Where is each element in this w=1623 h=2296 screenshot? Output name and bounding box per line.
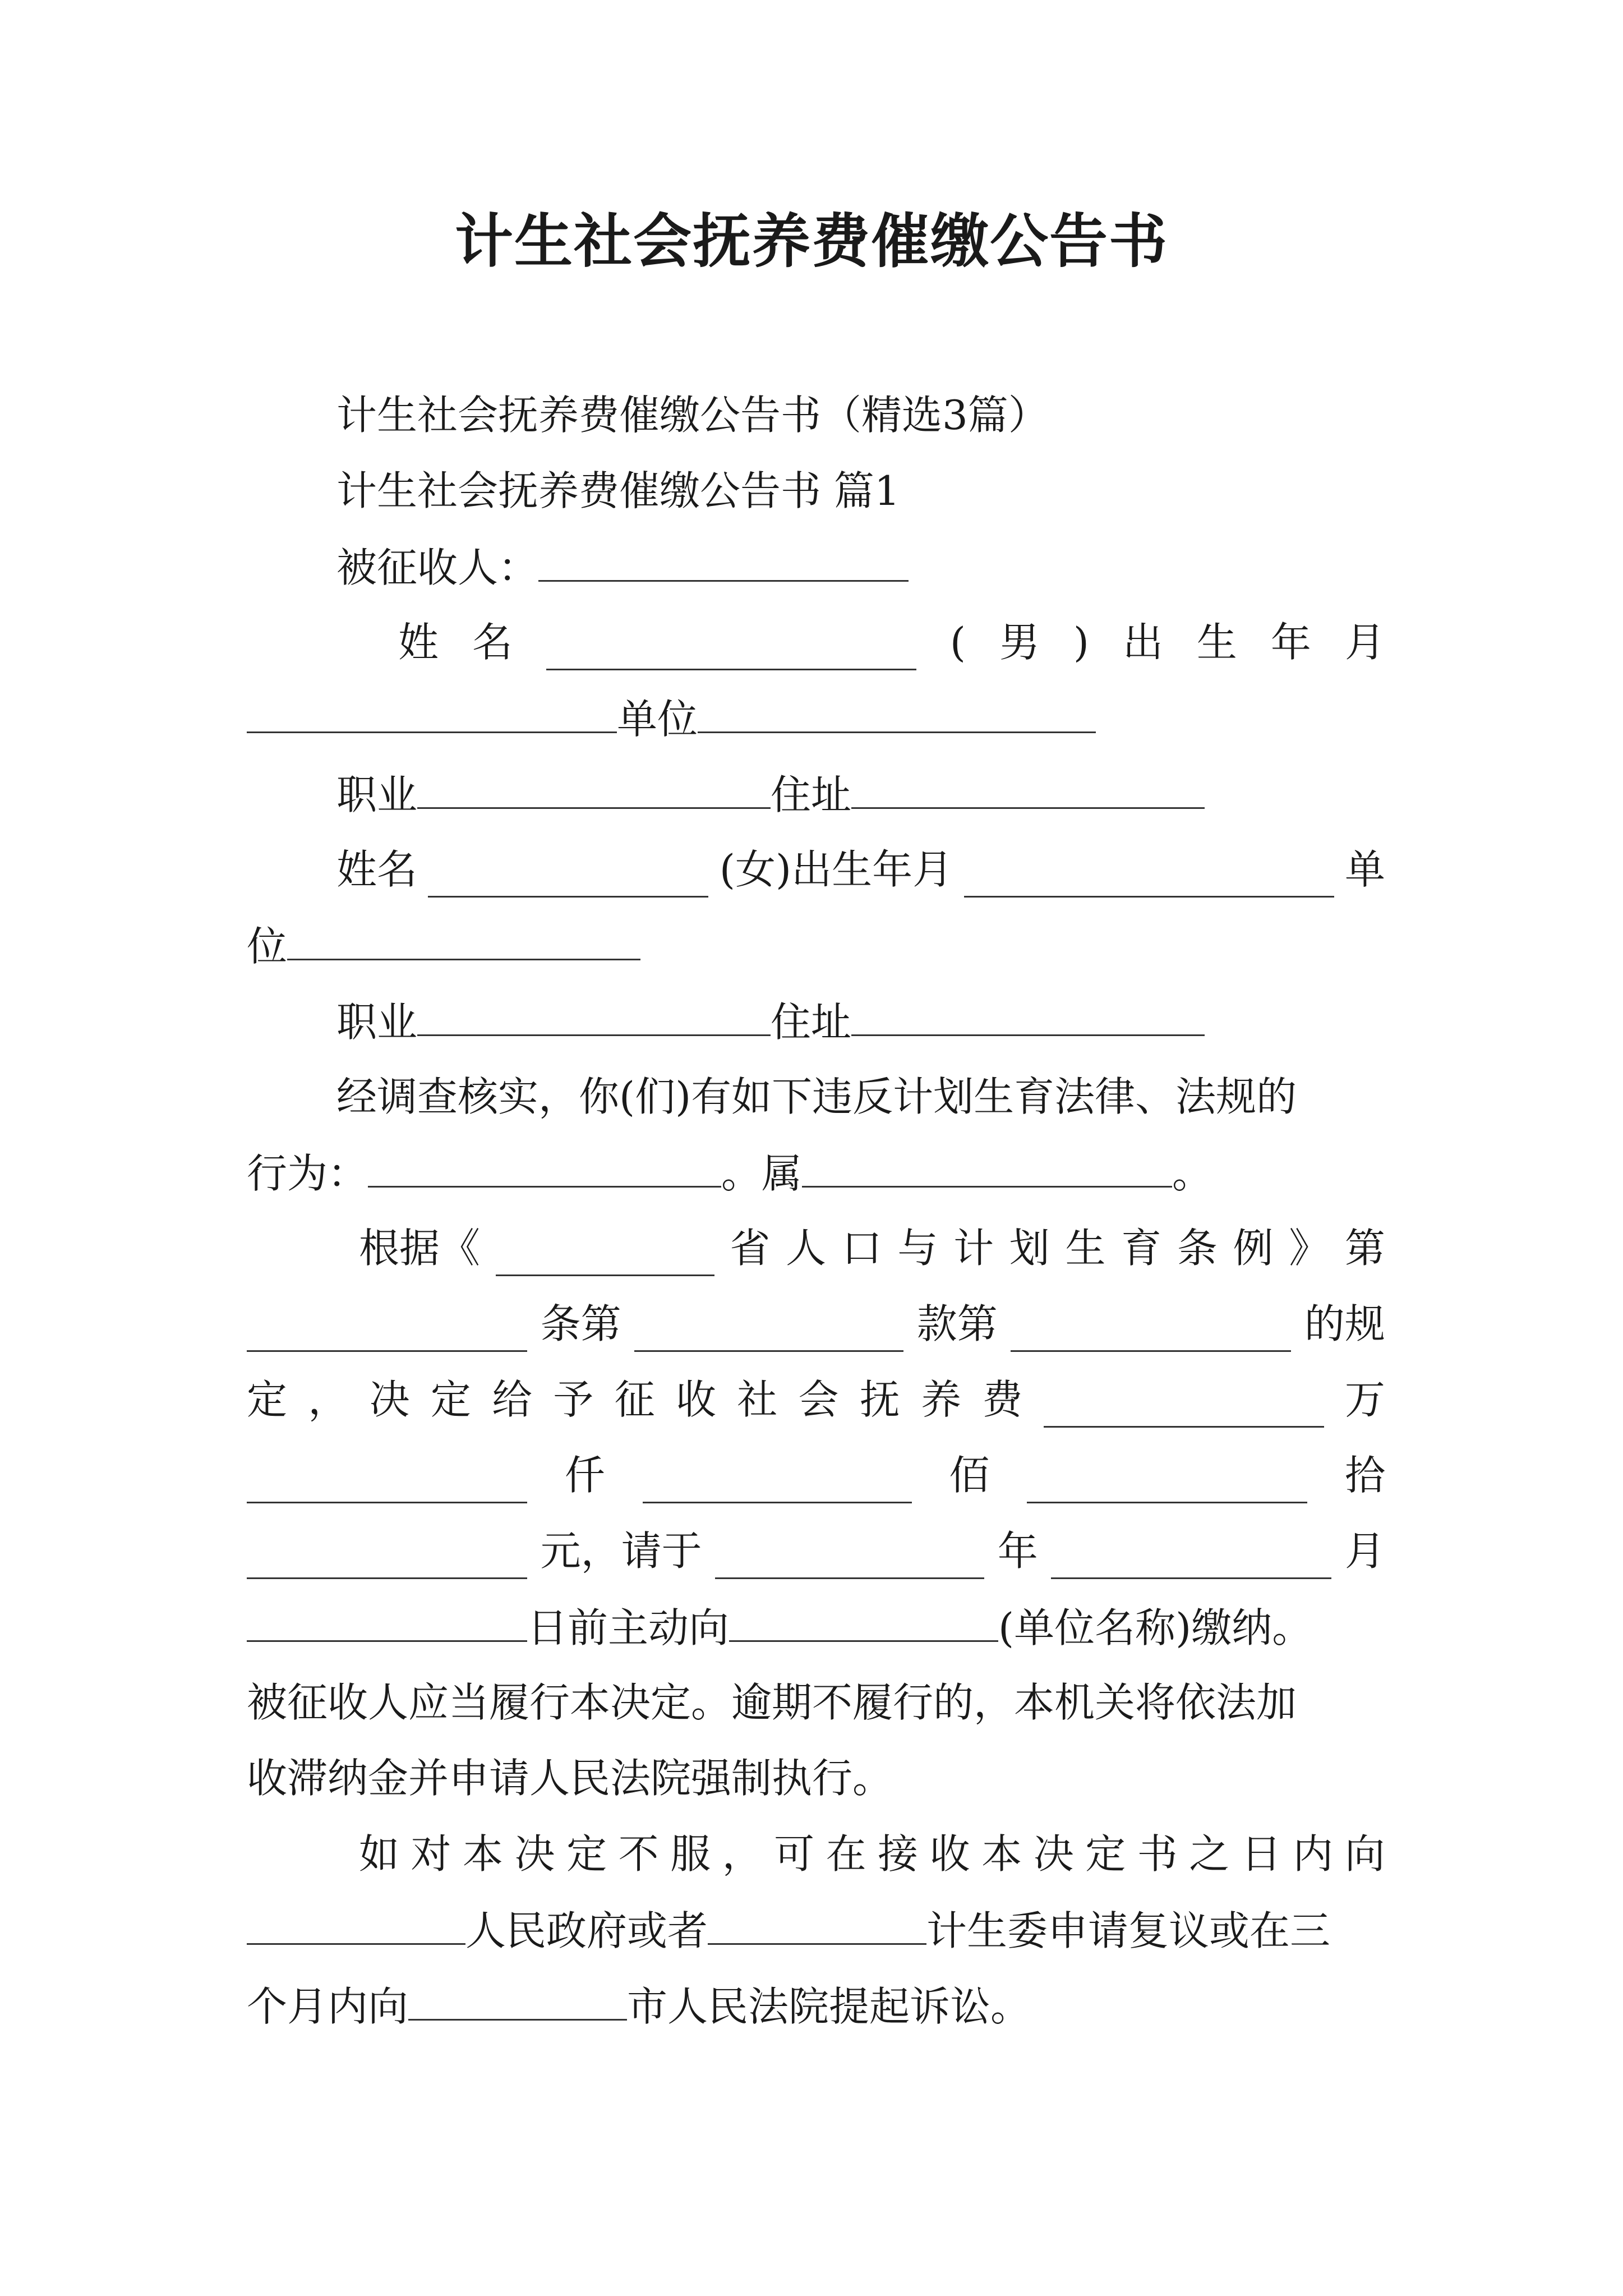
appeal-commission-label: 计生委申请复议或在三 (926, 1907, 1331, 1954)
decision-char: 定 (430, 1376, 471, 1423)
male-birth-blank (247, 690, 617, 733)
decision-char: 收 (675, 1376, 716, 1423)
basis-char: 条 (1177, 1225, 1218, 1272)
basis-char: 省 (730, 1225, 771, 1272)
appeal-char: 定 (1085, 1830, 1126, 1878)
basis-article-label: 条第 (540, 1300, 621, 1347)
deadline-month-label: 月 (1344, 1527, 1385, 1575)
decision-char: 予 (553, 1376, 594, 1423)
female-unit-line (247, 917, 1385, 974)
female-birth-blank (964, 854, 1334, 898)
deadline-day-blank (247, 1599, 527, 1642)
male-name-char: 姓 (398, 619, 439, 666)
appeal-line-2 (247, 1902, 1385, 1959)
basis-char: 计 (953, 1225, 994, 1272)
basis-open: 根据《 (359, 1225, 481, 1272)
amount-shi-label: 拾 (1344, 1452, 1385, 1499)
male-gender-char: ( (949, 619, 966, 666)
appeal-char: 如 (359, 1830, 400, 1878)
male-gender-char: ) (1073, 619, 1089, 666)
female-unit-blank (287, 917, 640, 960)
appeal-char: 接 (878, 1830, 919, 1878)
appeal-government-label: 人民政府或者 (465, 1907, 708, 1954)
violation-period: 。 (1172, 1150, 1213, 1197)
appeal-char: 内 (1293, 1830, 1334, 1878)
basis-line-7: 被征收人应当履行本决定。逾期不履行的，本机关将依法加 (247, 1679, 1297, 1726)
female-unit-label-b: 位 (247, 923, 288, 970)
amount-qian-label: 仟 (564, 1452, 605, 1499)
female-job-blank (417, 993, 771, 1036)
decision-char: 抚 (859, 1376, 900, 1423)
appeal-char: ， (722, 1830, 763, 1878)
male-job-line (336, 766, 1385, 823)
decision-char: 决 (369, 1376, 410, 1423)
appeal-court-prefix: 个月内向 (247, 1983, 409, 2030)
amount-wan-label: 万 (1344, 1376, 1385, 1423)
female-name-line (336, 841, 1385, 898)
payment-to-label: 日前主动向 (527, 1604, 730, 1651)
decision-char: 养 (921, 1376, 962, 1423)
appeal-char: 对 (411, 1830, 451, 1878)
male-job-blank (417, 766, 771, 809)
male-birth-char: 月 (1344, 619, 1385, 666)
male-birth-char: 生 (1196, 619, 1237, 666)
payment-unit-label: (单位名称)缴纳。 (998, 1604, 1313, 1651)
amount-yuan-blank (247, 1536, 527, 1579)
appeal-char: 决 (514, 1830, 555, 1878)
female-gender-birth: (女)出生年月 (719, 846, 953, 893)
appeal-char: 书 (1137, 1830, 1178, 1878)
basis-char: 划 (1009, 1225, 1050, 1272)
basis-char: 第 (1344, 1225, 1385, 1272)
male-name-char: 名 (472, 619, 513, 666)
female-name-label: 姓名 (336, 846, 418, 893)
payment-unit-blank (729, 1599, 998, 1642)
appeal-commission-blank (708, 1902, 926, 1945)
payee-line (336, 539, 1385, 596)
basis-line-8: 收滞纳金并申请人民法院强制执行。 (247, 1755, 893, 1802)
male-gender-char: 男 (999, 619, 1040, 666)
appeal-char: 决 (1033, 1830, 1074, 1878)
basis-line-4 (247, 1447, 1385, 1503)
basis-char: 》 (1289, 1225, 1330, 1272)
amount-yuan-label: 元，请于 (540, 1527, 702, 1575)
basis-provision-label: 的规 (1304, 1300, 1385, 1347)
basis-line-3 (247, 1372, 1385, 1428)
male-name-blank (546, 627, 916, 670)
violation-behavior-blank (368, 1144, 721, 1188)
male-job-label: 职业 (336, 771, 418, 818)
basis-line-1 (359, 1220, 1385, 1276)
appeal-line-1 (359, 1826, 1385, 1882)
basis-article-blank (247, 1309, 527, 1352)
deadline-month-blank (1051, 1536, 1331, 1579)
basis-char: 人 (786, 1225, 827, 1272)
basis-char: 育 (1121, 1225, 1162, 1272)
decision-char: 费 (982, 1376, 1023, 1423)
male-address-label: 住址 (771, 771, 852, 818)
decision-char: 征 (614, 1376, 655, 1423)
amount-qian-blank (247, 1460, 527, 1503)
appeal-char: 之 (1189, 1830, 1230, 1878)
female-job-line (336, 993, 1385, 1050)
male-unit-label: 单位 (617, 696, 698, 743)
subtitle: 计生社会抚养费催缴公告书（精选3篇） (336, 392, 1049, 439)
violation-line-1: 经调查核实，你(们)有如下违反计划生育法律、法规的 (336, 1073, 1297, 1120)
appeal-char: 服 (670, 1830, 711, 1878)
appeal-char: 定 (566, 1830, 607, 1878)
appeal-char: 日 (1241, 1830, 1281, 1878)
male-unit-line (247, 690, 1385, 747)
basis-line-2 (247, 1296, 1385, 1352)
decision-char: 社 (737, 1376, 778, 1423)
male-birth-char: 年 (1270, 619, 1311, 666)
appeal-char: 在 (826, 1830, 866, 1878)
male-address-blank (851, 766, 1205, 809)
decision-char: 定 (247, 1376, 288, 1423)
basis-clause-blank (634, 1309, 903, 1352)
document-title: 计生社会抚养费催缴公告书 (454, 206, 1168, 275)
amount-wan-blank (1044, 1384, 1324, 1428)
amount-bai-label: 佰 (949, 1452, 990, 1499)
section-heading: 计生社会抚养费催缴公告书 篇1 (336, 467, 900, 514)
female-address-blank (851, 993, 1205, 1036)
decision-char: 给 (492, 1376, 533, 1423)
appeal-char: 本 (463, 1830, 504, 1878)
payee-blank (538, 539, 909, 582)
decision-char: ， (308, 1376, 349, 1423)
violation-category-label: 。属 (721, 1150, 803, 1197)
basis-item-blank (1011, 1309, 1291, 1352)
appeal-char: 本 (981, 1830, 1022, 1878)
violation-category-blank (802, 1144, 1172, 1188)
appeal-court-blank (408, 1977, 627, 2021)
female-job-label: 职业 (336, 999, 418, 1046)
basis-char: 与 (897, 1225, 938, 1272)
male-birth-char: 出 (1122, 619, 1163, 666)
basis-line-5 (247, 1523, 1385, 1579)
amount-bai-blank (643, 1460, 912, 1503)
appeal-char: 不 (618, 1830, 659, 1878)
female-address-label: 住址 (771, 999, 852, 1046)
female-unit-label-a: 单 (1344, 846, 1385, 893)
female-name-blank (428, 854, 708, 898)
basis-char: 生 (1065, 1225, 1106, 1272)
basis-line-6 (247, 1599, 1385, 1656)
appeal-char: 收 (929, 1830, 970, 1878)
basis-clause-label: 款第 (916, 1300, 998, 1347)
basis-province-blank (496, 1233, 714, 1276)
amount-shi-blank (1027, 1460, 1307, 1503)
male-unit-blank (698, 690, 1096, 733)
payee-label: 被征收人： (336, 544, 539, 591)
basis-char: 口 (841, 1225, 882, 1272)
violation-line-2 (247, 1144, 1385, 1202)
basis-char: 例 (1233, 1225, 1274, 1272)
male-name-line (398, 614, 1385, 670)
appeal-court-label: 市人民法院提起诉讼。 (627, 1983, 1031, 2030)
appeal-line-3 (247, 1977, 1385, 2035)
appeal-government-blank (247, 1902, 465, 1945)
deadline-year-blank (715, 1536, 984, 1579)
decision-char: 会 (798, 1376, 839, 1423)
appeal-char: 向 (1344, 1830, 1385, 1878)
violation-label: 行为： (247, 1150, 368, 1197)
deadline-year-label: 年 (997, 1527, 1038, 1575)
appeal-char: 可 (774, 1830, 815, 1878)
